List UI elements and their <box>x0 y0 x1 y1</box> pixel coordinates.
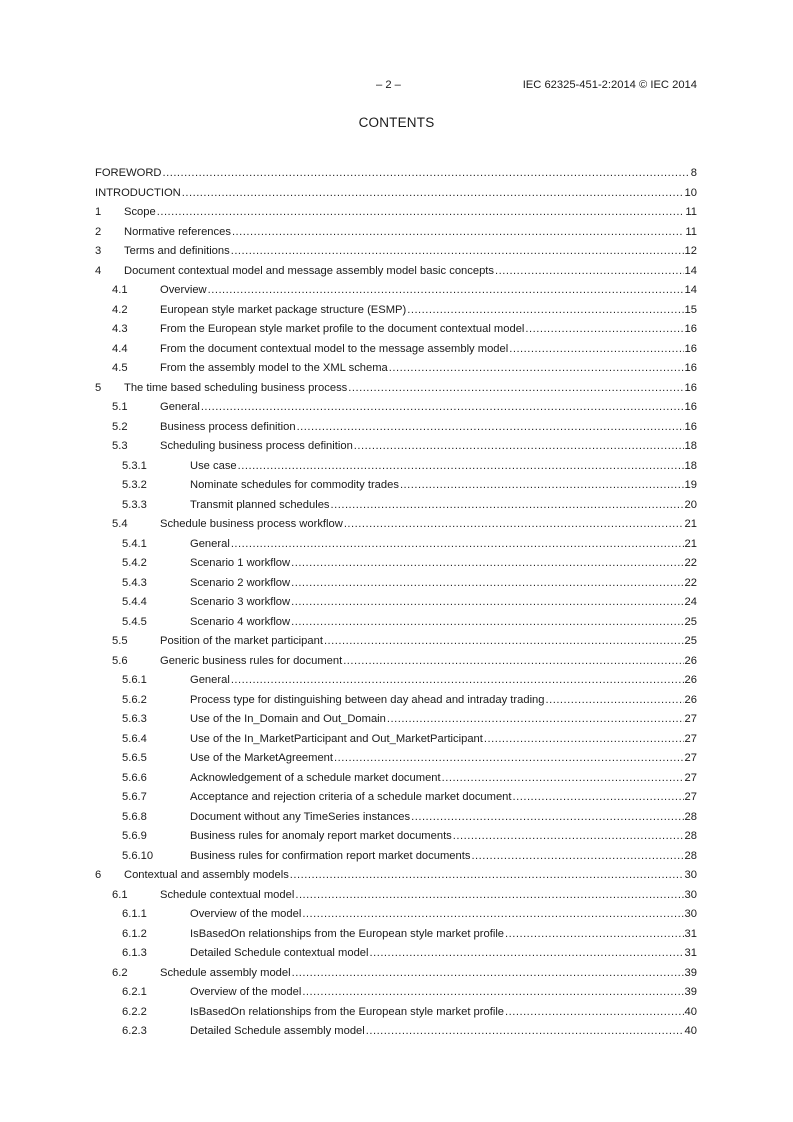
toc-entry-title: General <box>160 401 200 413</box>
toc-dot-leader <box>484 730 684 750</box>
toc-entry-number: 5.6.1 <box>122 674 147 686</box>
toc-entry-number: 5.4.4 <box>122 596 147 608</box>
toc-entry-number: 5.3.3 <box>122 498 147 511</box>
toc-entry-title: Overview <box>160 284 207 296</box>
toc-entry[interactable] <box>95 925 697 945</box>
toc-entry-title: IsBasedOn relationships from the European style market profile <box>190 1005 505 1018</box>
toc-entry-page: 27 <box>684 713 697 725</box>
toc-dot-leader <box>366 1022 684 1042</box>
toc-entry-page: 24 <box>684 596 697 608</box>
toc-entry-page: 31 <box>684 947 697 959</box>
toc-entry-number: 5.3.2 <box>122 479 147 491</box>
toc-dot-leader <box>334 749 684 769</box>
toc-entry-number: 4.5 <box>112 362 128 374</box>
toc-entry[interactable] <box>95 398 697 418</box>
toc-entry-title: Document without any TimeSeries instances <box>190 810 411 823</box>
toc-entry-title: Normative references <box>124 225 231 238</box>
toc-entry-page: 10 <box>684 186 697 199</box>
toc-entry[interactable] <box>95 710 697 730</box>
toc-entry-number: 5.4.1 <box>122 537 147 550</box>
toc-entry[interactable] <box>95 593 697 613</box>
toc-entry-title: From the European style market profile to the document contextual model <box>160 323 525 335</box>
toc-entry[interactable] <box>95 847 697 867</box>
toc-dot-leader <box>201 398 684 418</box>
toc-dot-leader <box>343 652 683 672</box>
toc-entry-page: 40 <box>684 1025 697 1037</box>
toc-entry-title: Terms and definitions <box>124 245 230 257</box>
toc-dot-leader <box>291 554 683 574</box>
toc-entry[interactable] <box>95 769 697 789</box>
page-number: – 2 – <box>376 79 401 91</box>
toc-entry[interactable] <box>95 964 697 984</box>
toc-entry-title: Detailed Schedule assembly model <box>190 1025 365 1037</box>
toc-entry[interactable] <box>95 515 697 535</box>
toc-dot-leader <box>291 593 683 613</box>
toc-dot-leader <box>546 691 684 711</box>
toc-entry-title: Schedule contextual model <box>160 888 295 901</box>
toc-entry-page: 16 <box>684 420 697 433</box>
toc-dot-leader <box>157 203 685 223</box>
toc-entry-title: Generic business rules for document <box>160 654 343 667</box>
toc-entry-title: Process type for distinguishing between day ahead and intraday trading <box>190 693 545 706</box>
toc-entry-page: 11 <box>685 225 697 238</box>
toc-entry-number: 6.2.3 <box>122 1025 147 1037</box>
toc-entry-title: Use of the In_MarketParticipant and Out_MarketParticipant <box>190 732 483 745</box>
toc-entry-page: 28 <box>684 830 697 842</box>
toc-entry[interactable] <box>95 340 697 360</box>
toc-entry-number: 5.6 <box>112 654 128 667</box>
toc-entry-page: 30 <box>684 869 697 881</box>
toc-entry[interactable] <box>95 476 697 496</box>
toc-entry-title: Use of the MarketAgreement <box>190 752 334 764</box>
toc-entry-title: Document contextual model and message assembly model basic concepts <box>124 264 495 277</box>
toc-dot-leader <box>407 301 683 321</box>
toc-entry-title: Business rules for anomaly report market documents <box>190 830 452 842</box>
toc-entry[interactable] <box>95 457 697 477</box>
toc-entry-number: 5.6.10 <box>122 849 154 862</box>
toc-entry[interactable] <box>95 496 697 516</box>
toc-entry-title: Detailed Schedule contextual model <box>190 947 369 959</box>
toc-entry[interactable] <box>95 866 697 886</box>
toc-entry-number: 5.6.2 <box>122 693 147 706</box>
toc-entry-title: Scenario 1 workflow <box>190 557 291 569</box>
toc-entry[interactable] <box>95 944 697 964</box>
toc-entry-page: 16 <box>684 342 697 355</box>
toc-entry-title: The time based scheduling business process <box>124 381 348 394</box>
toc-dot-leader <box>291 613 683 633</box>
toc-entry-title: Use case <box>190 459 237 472</box>
toc-entry-title: Scheduling business process definition <box>160 440 353 452</box>
toc-entry[interactable] <box>95 320 697 340</box>
toc-entry-number: 6.2.2 <box>122 1005 147 1018</box>
toc-entry-title: Schedule business process workflow <box>160 518 343 530</box>
toc-dot-leader <box>354 437 684 457</box>
toc-entry-page: 30 <box>684 888 697 901</box>
toc-entry[interactable] <box>95 379 697 399</box>
toc-entry[interactable] <box>95 184 697 204</box>
toc-entry-page: 31 <box>684 927 697 940</box>
toc-entry[interactable] <box>95 535 697 555</box>
toc-entry-page: 21 <box>684 537 697 550</box>
toc-dot-leader <box>232 223 684 243</box>
toc-dot-leader <box>495 262 684 282</box>
toc-entry-page: 30 <box>684 908 697 920</box>
toc-entry-title: Acknowledgement of a schedule market document <box>190 771 441 784</box>
toc-dot-leader <box>505 925 684 945</box>
toc-entry[interactable] <box>95 905 697 925</box>
toc-entry-title: FOREWORD <box>95 167 162 179</box>
toc-dot-leader <box>525 320 683 340</box>
toc-dot-leader <box>370 944 684 964</box>
table-of-contents <box>95 164 697 1042</box>
toc-dot-leader <box>302 983 683 1003</box>
toc-entry[interactable] <box>95 983 697 1003</box>
toc-entry[interactable] <box>95 281 697 301</box>
toc-entry[interactable] <box>95 652 697 672</box>
toc-entry-page: 19 <box>684 479 697 491</box>
toc-entry-number: 5.3.1 <box>122 459 147 472</box>
toc-entry[interactable] <box>95 671 697 691</box>
toc-entry-page: 39 <box>684 966 697 979</box>
toc-entry[interactable] <box>95 827 697 847</box>
toc-dot-leader <box>505 1003 684 1023</box>
toc-entry[interactable] <box>95 359 697 379</box>
toc-dot-leader <box>324 632 684 652</box>
toc-entry-title: IsBasedOn relationships from the European style market profile <box>190 927 505 940</box>
toc-entry-number: 5.6.4 <box>122 732 147 745</box>
toc-entry-number: 5.5 <box>112 635 128 647</box>
toc-entry-page: 25 <box>684 615 697 628</box>
toc-dot-leader <box>513 788 684 808</box>
toc-entry-title: From the document contextual model to the message assembly model <box>160 342 509 355</box>
toc-entry[interactable] <box>95 262 697 282</box>
toc-entry-number: 4.3 <box>112 323 128 335</box>
toc-entry-number: 5.6.3 <box>122 713 147 725</box>
toc-entry-number: 6 <box>95 869 102 881</box>
toc-entry[interactable] <box>95 1003 697 1023</box>
toc-entry-number: 3 <box>95 245 102 257</box>
toc-entry-number: 5.6.7 <box>122 791 147 803</box>
toc-entry[interactable] <box>95 301 697 321</box>
toc-entry-page: 14 <box>684 284 697 296</box>
toc-dot-leader <box>348 379 683 399</box>
toc-dot-leader <box>400 476 684 496</box>
toc-dot-leader <box>292 964 684 984</box>
toc-entry-number: 5 <box>95 381 102 394</box>
toc-entry-page: 27 <box>684 771 697 784</box>
toc-entry-number: 5.4.3 <box>122 576 147 589</box>
toc-entry-title: Scenario 2 workflow <box>190 576 291 589</box>
toc-entry-number: 4.1 <box>112 284 128 296</box>
toc-dot-leader <box>231 671 684 691</box>
toc-entry[interactable] <box>95 418 697 438</box>
toc-entry[interactable] <box>95 1022 697 1042</box>
toc-entry-title: Scope <box>124 206 156 218</box>
toc-entry-page: 40 <box>684 1005 697 1018</box>
toc-entry-title: Contextual and assembly models <box>124 869 289 881</box>
toc-entry-page: 26 <box>684 674 697 686</box>
toc-dot-leader <box>290 866 684 886</box>
toc-entry-title: Scenario 3 workflow <box>190 596 291 608</box>
standard-reference: IEC 62325-451-2:2014 © IEC 2014 <box>522 79 697 91</box>
toc-entry-page: 25 <box>684 635 697 647</box>
toc-entry-title: From the assembly model to the XML schema <box>160 362 388 374</box>
toc-dot-leader <box>411 808 683 828</box>
toc-entry[interactable] <box>95 808 697 828</box>
toc-entry-title: Overview of the model <box>190 908 302 920</box>
toc-entry-page: 21 <box>684 518 697 530</box>
toc-entry-number: 4.4 <box>112 342 128 355</box>
toc-entry-number: 5.6.8 <box>122 810 147 823</box>
toc-dot-leader <box>453 827 684 847</box>
toc-dot-leader <box>238 457 684 477</box>
toc-entry-page: 28 <box>684 849 697 862</box>
toc-entry[interactable] <box>95 886 697 906</box>
toc-entry-title: Nominate schedules for commodity trades <box>190 479 399 491</box>
toc-entry-page: 16 <box>684 401 697 413</box>
toc-dot-leader <box>509 340 683 360</box>
toc-entry-number: 5.4.5 <box>122 615 147 628</box>
toc-entry-title: Position of the market participant <box>160 635 323 647</box>
toc-entry-number: 5.4.2 <box>122 557 147 569</box>
toc-entry-number: 5.1 <box>112 401 128 413</box>
toc-entry-title: General <box>190 674 230 686</box>
toc-entry[interactable] <box>95 203 697 223</box>
toc-entry-title: Business process definition <box>160 420 296 433</box>
toc-dot-leader <box>389 359 684 379</box>
toc-entry[interactable] <box>95 574 697 594</box>
toc-entry-page: 22 <box>684 576 697 589</box>
toc-entry-title: European style market package structure (ESMP) <box>160 303 407 316</box>
toc-entry[interactable] <box>95 632 697 652</box>
toc-entry-title: Acceptance and rejection criteria of a schedule market document <box>190 791 512 803</box>
toc-entry-page: 12 <box>684 245 697 257</box>
toc-entry-number: 5.6.9 <box>122 830 147 842</box>
toc-entry-page: 14 <box>684 264 697 277</box>
toc-entry[interactable] <box>95 242 697 262</box>
toc-entry-page: 28 <box>684 810 697 823</box>
toc-entry-number: 2 <box>95 225 102 238</box>
toc-dot-leader <box>331 496 684 516</box>
toc-entry-title: Schedule assembly model <box>160 966 291 979</box>
toc-entry-title: Overview of the model <box>190 986 302 998</box>
toc-dot-leader <box>182 184 684 204</box>
toc-entry-number: 5.6.6 <box>122 771 147 784</box>
toc-dot-leader <box>442 769 684 789</box>
toc-entry-page: 16 <box>684 323 697 335</box>
toc-entry-number: 5.6.5 <box>122 752 147 764</box>
toc-dot-leader <box>302 905 683 925</box>
toc-entry-page: 39 <box>684 986 697 998</box>
toc-entry[interactable] <box>95 749 697 769</box>
toc-entry[interactable] <box>95 223 697 243</box>
toc-entry-page: 15 <box>684 303 697 316</box>
toc-entry-number: 4.2 <box>112 303 128 316</box>
toc-entry-number: 6.2.1 <box>122 986 147 998</box>
contents-title: CONTENTS <box>358 115 435 130</box>
toc-entry-number: 4 <box>95 264 102 277</box>
toc-entry[interactable] <box>95 437 697 457</box>
toc-dot-leader <box>295 886 683 906</box>
toc-dot-leader <box>231 242 684 262</box>
toc-dot-leader <box>387 710 684 730</box>
toc-entry-page: 16 <box>684 381 697 394</box>
toc-entry-number: 6.2 <box>112 966 128 979</box>
toc-dot-leader <box>297 418 684 438</box>
toc-entry-number: 1 <box>95 206 102 218</box>
toc-entry-number: 6.1.3 <box>122 947 147 959</box>
toc-dot-leader <box>344 515 684 535</box>
toc-entry-page: 20 <box>684 498 697 511</box>
toc-entry-page: 18 <box>684 459 697 472</box>
toc-entry-page: 27 <box>684 752 697 764</box>
toc-dot-leader <box>471 847 683 867</box>
toc-entry-number: 6.1.1 <box>122 908 147 920</box>
toc-entry-page: 27 <box>684 732 697 745</box>
toc-entry[interactable] <box>95 554 697 574</box>
toc-dot-leader <box>163 164 690 184</box>
toc-entry-title: Scenario 4 workflow <box>190 615 291 628</box>
toc-entry[interactable] <box>95 788 697 808</box>
toc-entry-number: 6.1.2 <box>122 927 147 940</box>
toc-entry-page: 26 <box>684 654 697 667</box>
toc-entry-page: 22 <box>684 557 697 569</box>
toc-entry-page: 11 <box>685 206 697 218</box>
toc-entry[interactable] <box>95 613 697 633</box>
toc-entry-page: 27 <box>684 791 697 803</box>
toc-entry-page: 18 <box>684 440 697 452</box>
toc-entry-title: INTRODUCTION <box>95 186 181 199</box>
toc-entry-number: 5.2 <box>112 420 128 433</box>
toc-entry-page: 8 <box>690 167 697 179</box>
toc-entry-page: 16 <box>684 362 697 374</box>
toc-entry-title: Use of the In_Domain and Out_Domain <box>190 713 386 725</box>
toc-entry-number: 5.4 <box>112 518 128 530</box>
toc-entry-title: Business rules for confirmation report market documents <box>190 849 471 862</box>
toc-entry[interactable] <box>95 164 697 184</box>
toc-entry-number: 6.1 <box>112 888 128 901</box>
toc-entry[interactable] <box>95 730 697 750</box>
page-header <box>0 79 793 93</box>
toc-entry-number: 5.3 <box>112 440 128 452</box>
toc-entry-page: 26 <box>684 693 697 706</box>
toc-dot-leader <box>231 535 684 555</box>
toc-entry-title: Transmit planned schedules <box>190 498 330 511</box>
toc-entry-title: General <box>190 537 230 550</box>
toc-dot-leader <box>291 574 683 594</box>
toc-entry[interactable] <box>95 691 697 711</box>
toc-dot-leader <box>208 281 684 301</box>
